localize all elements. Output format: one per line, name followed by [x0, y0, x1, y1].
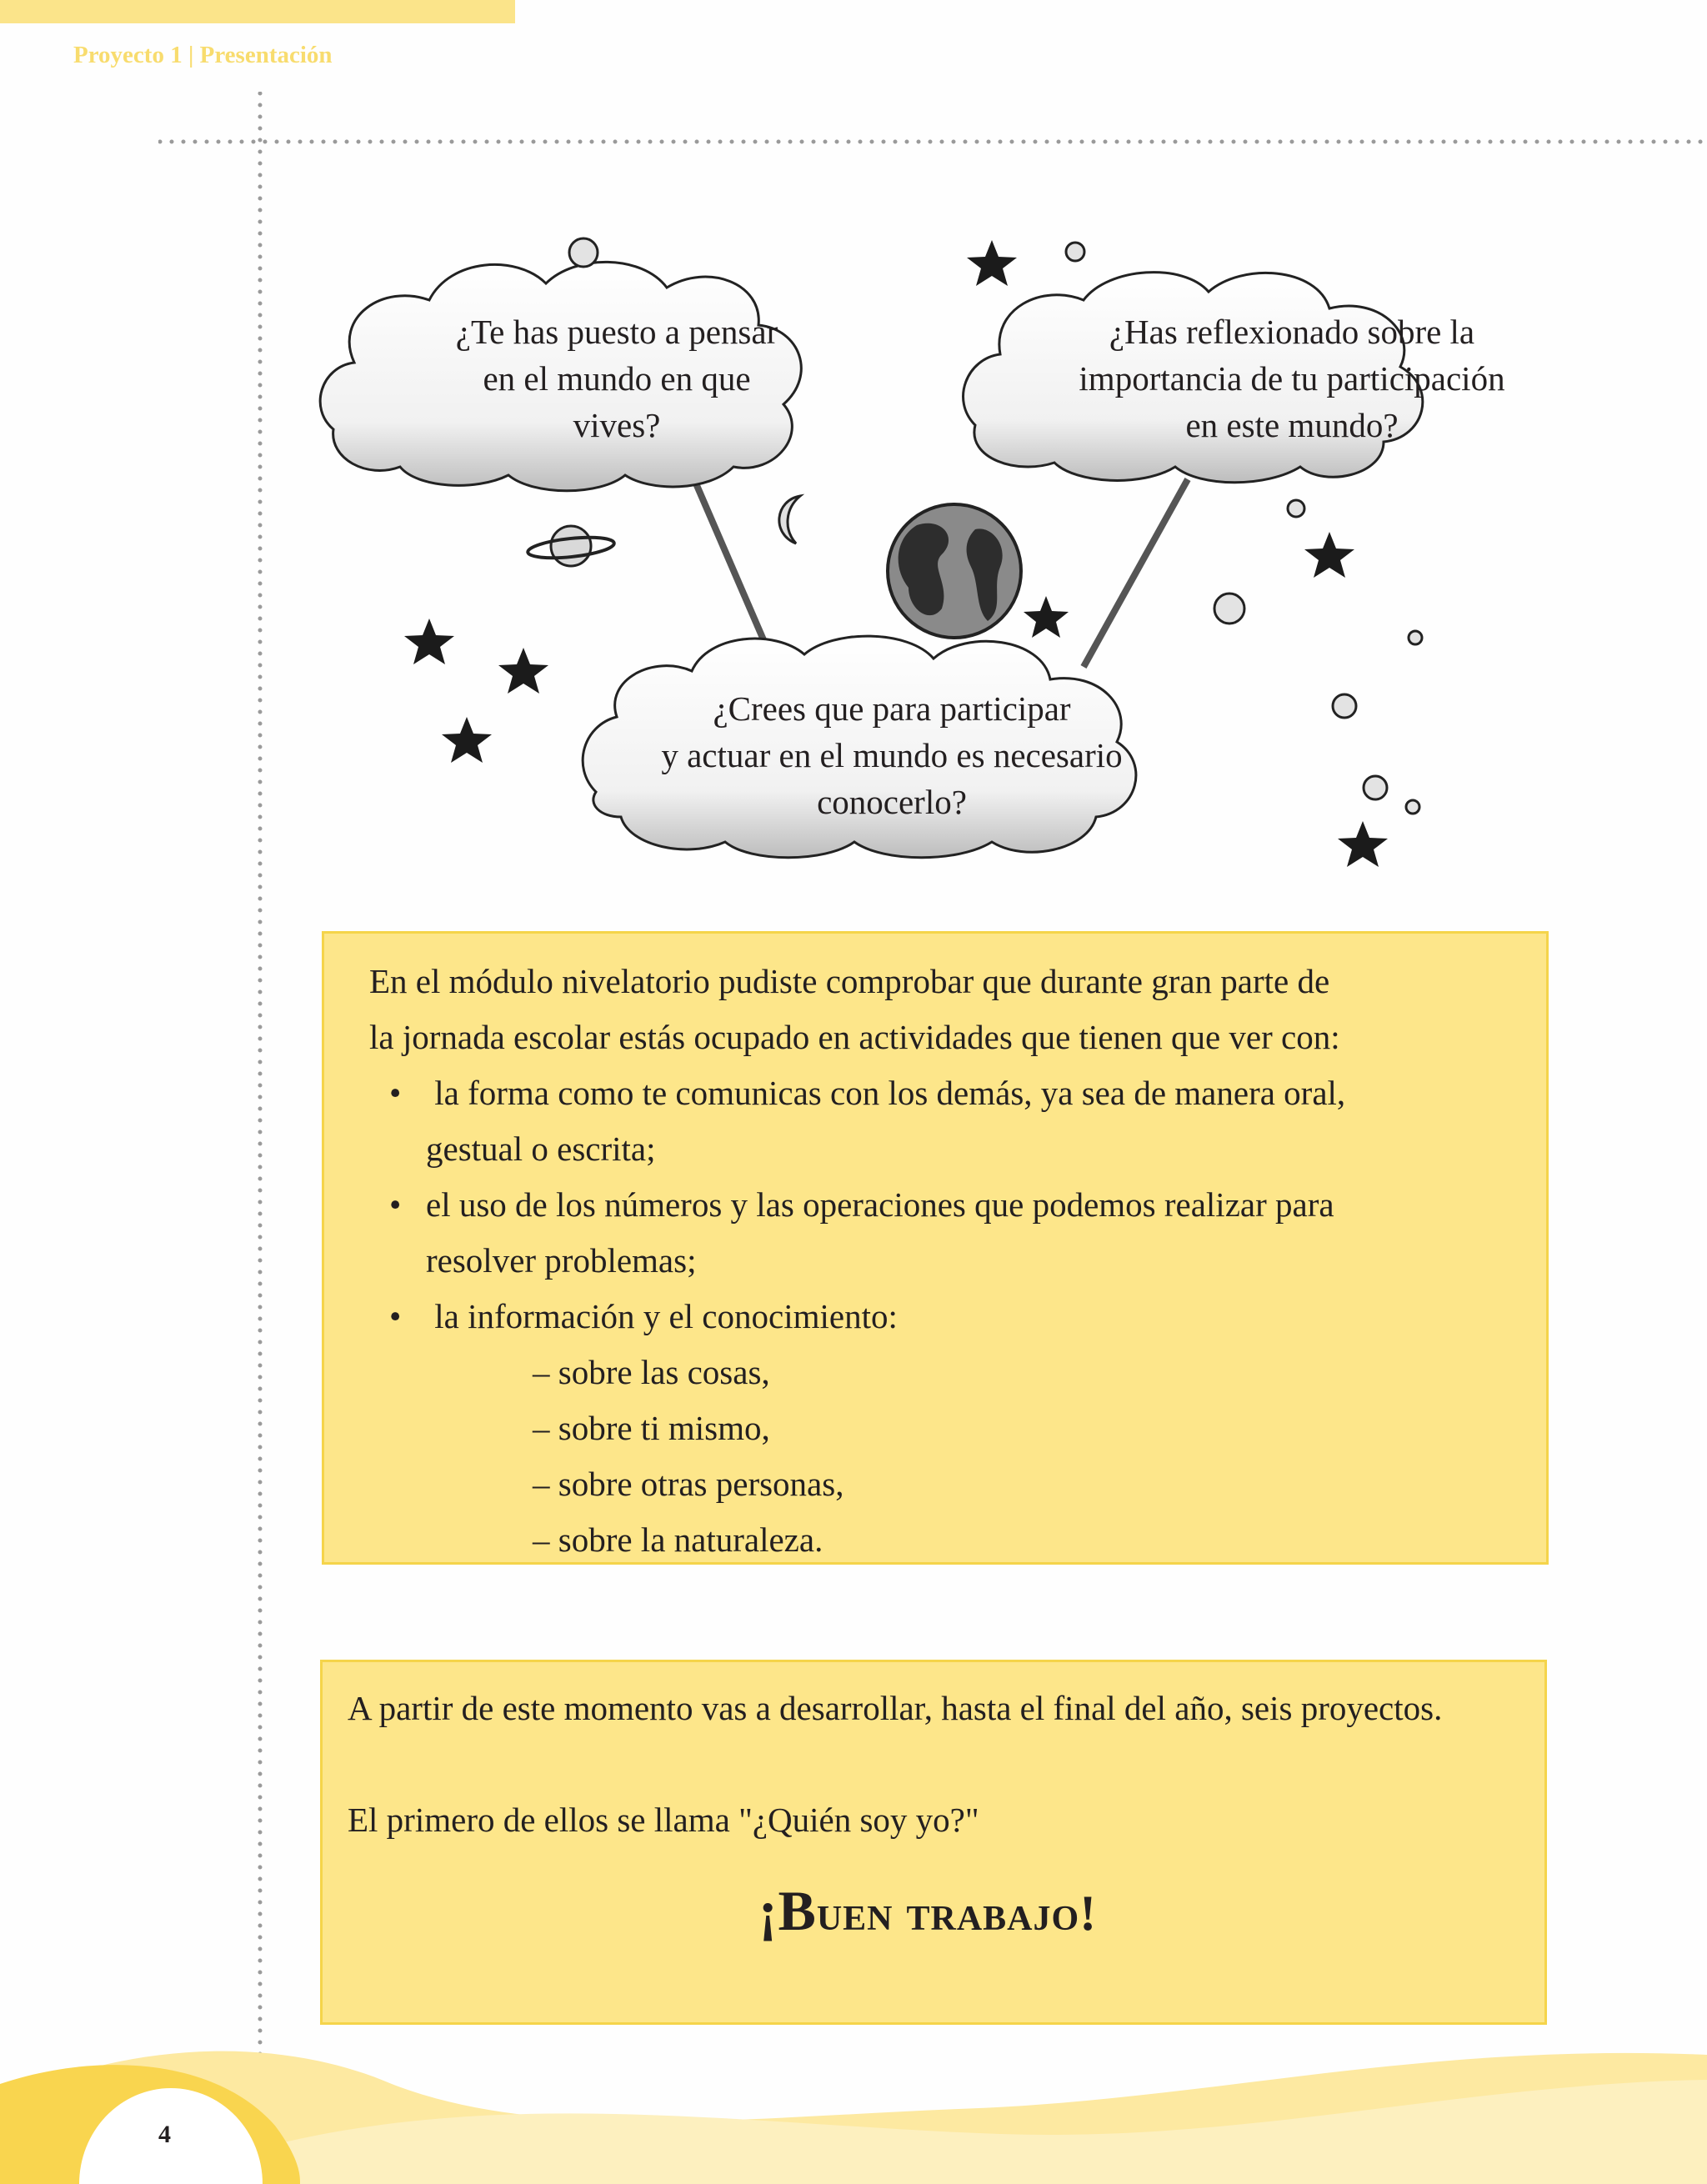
- question-1-line: en el mundo en que: [483, 359, 751, 398]
- thought-illustration: [308, 217, 1559, 884]
- closing-cheer: [348, 1881, 1508, 1942]
- bullet-line: el uso de los números y las operaciones que podemos realizar para: [426, 1185, 1334, 1224]
- bullet-item: [369, 1065, 1504, 1177]
- cloud-stick-right: [1084, 479, 1188, 667]
- dotted-divider-vertical: [255, 92, 265, 2076]
- closing-cheer-initial: ¡B: [758, 1879, 817, 1942]
- earth-globe: [888, 504, 1021, 638]
- question-bubble-3: [600, 685, 1184, 825]
- dotted-divider-horizontal: [158, 137, 1707, 147]
- question-2-line: importancia de tu participación: [1079, 359, 1505, 398]
- bullet-item: [369, 1289, 1504, 1345]
- question-bubble-1: [392, 308, 842, 448]
- bullet-line: gestual o escrita;: [426, 1130, 656, 1168]
- bullet-line: la forma como te comunicas con los demás, ya sea de manera oral,: [426, 1074, 1346, 1112]
- question-3-line: y actuar en el mundo es necesario: [661, 736, 1123, 774]
- saturn-planet: [527, 526, 615, 566]
- bullet-marker: •: [389, 1185, 402, 1224]
- question-1-line: vives?: [573, 406, 661, 444]
- question-bubble-2: [1000, 308, 1584, 448]
- projects-box: [320, 1660, 1547, 2025]
- bullet-line: resolver problemas;: [426, 1241, 697, 1280]
- top-accent-bar: [0, 0, 515, 23]
- bullet-line: la información y el conocimiento:: [426, 1297, 898, 1335]
- projects-paragraph: A partir de este momento vas a desarrollar, hasta el final del año, seis proyectos.: [348, 1689, 1443, 1727]
- page-number: 4: [158, 2121, 171, 2148]
- crescent-moon: [779, 496, 800, 543]
- question-2-line: ¿Has reflexionado sobre la: [1109, 313, 1475, 351]
- intro-line: En el módulo nivelatorio pudiste comprobar que durante gran parte de: [369, 962, 1330, 1000]
- sub-item: – sobre otras personas,: [533, 1465, 844, 1503]
- bullet-item: [369, 1177, 1504, 1289]
- activities-box: [322, 931, 1549, 1565]
- bullet-marker: •: [389, 1297, 402, 1335]
- sub-item: – sobre las cosas,: [533, 1353, 770, 1391]
- sub-item: – sobre la naturaleza.: [533, 1520, 823, 1559]
- question-3-line: ¿Crees que para participar: [713, 689, 1071, 728]
- closing-cheer-rest: uen trabajo!: [816, 1886, 1098, 1941]
- intro-line: la jornada escolar estás ocupado en actividades que tienen que ver con:: [369, 1018, 1340, 1056]
- running-head: Proyecto 1 | Presentación: [73, 42, 333, 68]
- question-2-line: en este mundo?: [1185, 406, 1399, 444]
- question-3-line: conocerlo?: [817, 783, 967, 821]
- sub-item: – sobre ti mismo,: [533, 1409, 770, 1447]
- question-1-line: ¿Te has puesto a pensar: [455, 313, 778, 351]
- page-number-badge: [79, 2080, 263, 2184]
- bullet-marker: •: [389, 1074, 402, 1112]
- paragraph-gap: [348, 1736, 1508, 1792]
- first-project-paragraph: El primero de ellos se llama "¿Quién soy yo?": [348, 1801, 979, 1839]
